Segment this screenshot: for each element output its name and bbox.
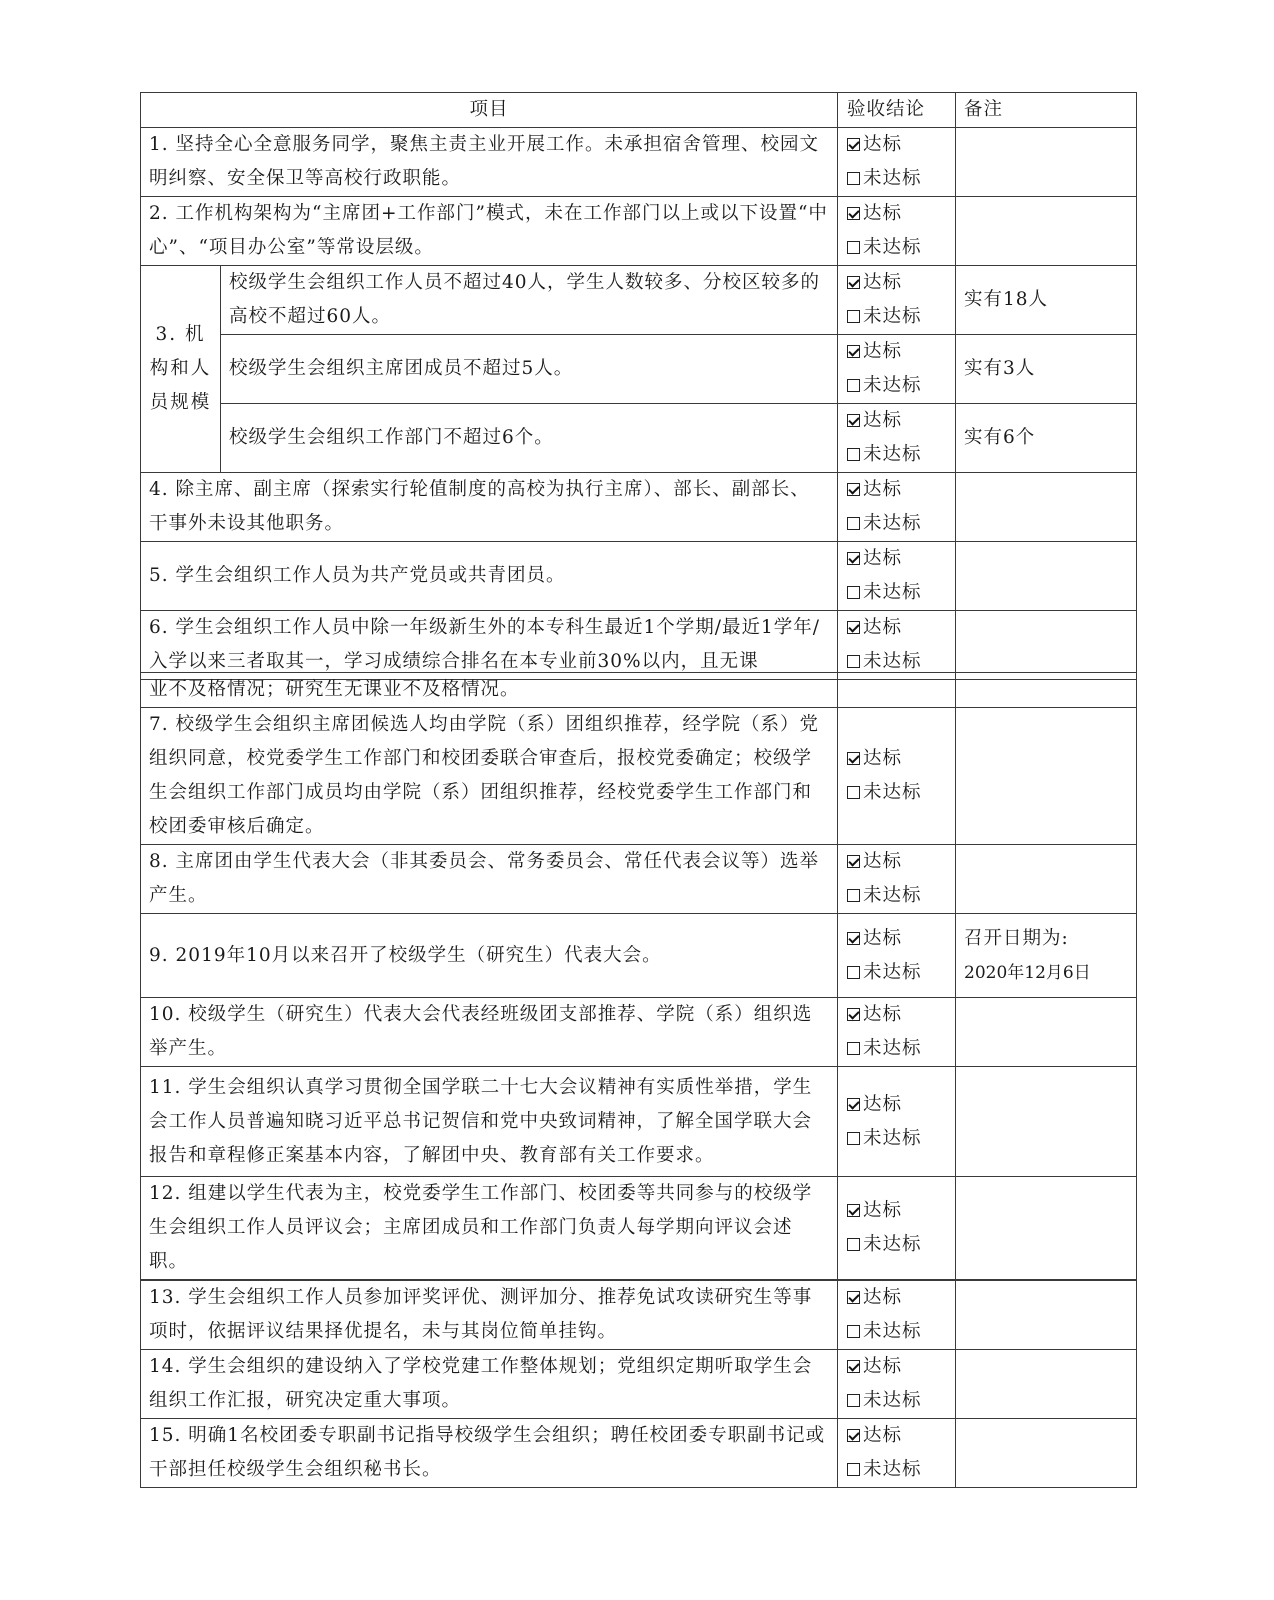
- table-row: [141, 542, 1137, 611]
- row-13-text: 13. 学生会组织工作人员参加评奖评优、测评加分、推荐免试攻读研究生等事项时，依据评议结果择优提名，未与其岗位简单挂钩。: [141, 1281, 838, 1350]
- pass-option[interactable]: [847, 128, 951, 162]
- row-3b-remark: 实有3人: [956, 335, 1137, 404]
- empty-box-icon[interactable]: [847, 1042, 860, 1055]
- empty-box-icon[interactable]: [847, 889, 860, 902]
- row-9-status: [838, 914, 956, 998]
- row-2-status: [838, 197, 956, 266]
- checked-box-icon[interactable]: [847, 752, 860, 765]
- fail-label: 未达标: [863, 782, 922, 803]
- table-row: [141, 1419, 1137, 1488]
- fail-label: 未达标: [863, 651, 922, 672]
- pass-label: 达标: [863, 548, 903, 569]
- pass-label: 达标: [863, 851, 903, 872]
- table-row: [141, 404, 1137, 473]
- fail-label: 未达标: [863, 1234, 922, 1255]
- checked-box-icon[interactable]: [847, 138, 860, 151]
- pass-label: 达标: [863, 1356, 903, 1377]
- table-row: [141, 998, 1137, 1067]
- pass-option[interactable]: [847, 335, 951, 369]
- row-11-remark: [956, 1067, 1137, 1177]
- row-7-remark: [956, 708, 1137, 845]
- row-6-status: [838, 611, 956, 680]
- empty-box-icon[interactable]: [847, 586, 860, 599]
- row-4-remark: [956, 473, 1137, 542]
- checked-box-icon[interactable]: [847, 932, 860, 945]
- table-header-row: [141, 93, 1137, 128]
- pass-label: 达标: [863, 134, 903, 155]
- empty-box-icon[interactable]: [847, 1463, 860, 1476]
- pass-label: 达标: [863, 1200, 903, 1221]
- checked-box-icon[interactable]: [847, 1098, 860, 1111]
- fail-label: 未达标: [863, 885, 922, 906]
- row-3b-text: 校级学生会组织主席团成员不超过5人。: [221, 335, 838, 404]
- row-7-text: 7. 校级学生会组织主席团候选人均由学院（系）团组织推荐，经学院（系）党组织同意，校党委学生工作部门和校团委联合审查后，报校党委确定；校级学生会组织工作部门成员均由学院（系）团组织推荐，经校党委学生工作部门和校团委审核后确定。: [141, 708, 838, 845]
- pass-option[interactable]: [847, 1350, 951, 1384]
- pass-option[interactable]: [847, 473, 951, 507]
- row-6-remark: [956, 611, 1137, 680]
- row-15-status: [838, 1419, 956, 1488]
- fail-label: 未达标: [863, 1459, 922, 1480]
- table-row: [141, 673, 1137, 708]
- fail-option[interactable]: [847, 231, 951, 265]
- table-row: [141, 335, 1137, 404]
- fail-option[interactable]: [847, 1315, 951, 1349]
- pass-label: 达标: [863, 927, 903, 949]
- checked-box-icon[interactable]: [847, 414, 860, 427]
- fail-label: 未达标: [863, 1127, 922, 1149]
- pass-label: 达标: [863, 1425, 903, 1446]
- row-3a-remark: 实有18人: [956, 266, 1137, 335]
- row-13-status: [838, 1281, 956, 1350]
- acceptance-table-part-1: [140, 92, 1137, 680]
- pass-label: 达标: [863, 341, 903, 362]
- checked-box-icon[interactable]: [847, 207, 860, 220]
- table-row: [141, 708, 1137, 845]
- row-11-text: 11. 学生会组织认真学习贯彻全国学联二十七大会议精神有实质性举措，学生会工作人员普遍知晓习近平总书记贺信和党中央致词精神，了解全国学联大会报告和章程修正案基本内容，了解团中央、教育部有关工作要求。: [141, 1067, 838, 1177]
- row-2-text: 2. 工作机构架构为“主席团+工作部门”模式，未在工作部门以上或以下设置“中心”、“项目办公室”等常设层级。: [141, 197, 838, 266]
- table-row: [141, 611, 1137, 680]
- fail-option[interactable]: [847, 162, 951, 196]
- pass-option[interactable]: [847, 1419, 951, 1453]
- header-item: 项目: [141, 93, 838, 128]
- row-3-label: 3. 机构和人员规模: [141, 266, 221, 473]
- table-row: [141, 266, 1137, 335]
- fail-option[interactable]: [847, 576, 951, 610]
- row-3c-remark: 实有6个: [956, 404, 1137, 473]
- fail-option[interactable]: [847, 1228, 951, 1262]
- row-7-status: [838, 708, 956, 845]
- row-1-status: [838, 128, 956, 197]
- row-3a-status: [838, 266, 956, 335]
- fail-option[interactable]: [847, 1384, 951, 1418]
- fail-label: 未达标: [863, 513, 922, 534]
- pass-option[interactable]: [847, 998, 951, 1032]
- pass-option[interactable]: [847, 922, 951, 956]
- row-6-continued-text: 业不及格情况；研究生无课业不及格情况。: [141, 673, 838, 708]
- empty-box-icon[interactable]: [847, 966, 860, 979]
- fail-option[interactable]: [847, 369, 951, 403]
- checked-box-icon[interactable]: [847, 621, 860, 634]
- row-9-remark: [956, 914, 1137, 998]
- table-row: [141, 1281, 1137, 1350]
- header-conclusion: 验收结论: [838, 93, 956, 128]
- pass-option[interactable]: [847, 845, 951, 879]
- pass-option[interactable]: [847, 611, 951, 645]
- row-8-text: 8. 主席团由学生代表大会（非其委员会、常务委员会、常任代表会议等）选举产生。: [141, 845, 838, 914]
- row-15-remark: [956, 1419, 1137, 1488]
- checked-box-icon[interactable]: [847, 552, 860, 565]
- fail-option[interactable]: [847, 1453, 951, 1487]
- table-row: [141, 128, 1137, 197]
- empty-box-icon[interactable]: [847, 1394, 860, 1407]
- fail-label: 未达标: [863, 1321, 922, 1342]
- pass-option[interactable]: [847, 1281, 951, 1315]
- pass-option[interactable]: [847, 266, 951, 300]
- fail-option[interactable]: [847, 507, 951, 541]
- row-5-status: [838, 542, 956, 611]
- fail-label: 未达标: [863, 961, 922, 983]
- fail-label: 未达标: [863, 444, 922, 465]
- fail-label: 未达标: [863, 1038, 922, 1059]
- pass-label: 达标: [863, 1287, 903, 1308]
- fail-label: 未达标: [863, 237, 922, 258]
- fail-option[interactable]: [847, 879, 951, 913]
- row-14-remark: [956, 1350, 1137, 1419]
- fail-option[interactable]: [847, 1032, 951, 1066]
- checked-box-icon[interactable]: [847, 1360, 860, 1373]
- pass-label: 达标: [863, 748, 903, 769]
- row-14-status: [838, 1350, 956, 1419]
- row-3b-status: [838, 335, 956, 404]
- checked-box-icon[interactable]: [847, 1429, 860, 1442]
- row-4-text: 4. 除主席、副主席（探索实行轮值制度的高校为执行主席）、部长、副部长、干事外未设其他职务。: [141, 473, 838, 542]
- row-5-remark: [956, 542, 1137, 611]
- table-row: [141, 197, 1137, 266]
- checked-box-icon[interactable]: [847, 276, 860, 289]
- fail-option[interactable]: [847, 776, 951, 810]
- row-3c-status: [838, 404, 956, 473]
- row-5-text: 5. 学生会组织工作人员为共产党员或共青团员。: [141, 542, 838, 611]
- table-row: [141, 473, 1137, 542]
- row-12-status: [838, 1177, 956, 1280]
- row-13-remark: [956, 1281, 1137, 1350]
- row-15-text: 15. 明确1名校团委专职副书记指导校级学生会组织；聘任校团委专职副书记或干部担任校级学生会组织秘书长。: [141, 1419, 838, 1488]
- pass-option[interactable]: [847, 197, 951, 231]
- row-2-remark: [956, 197, 1137, 266]
- row-14-text: 14. 学生会组织的建设纳入了学校党建工作整体规划；党组织定期听取学生会组织工作汇报，研究决定重大事项。: [141, 1350, 838, 1419]
- fail-option[interactable]: [847, 956, 951, 990]
- acceptance-table-part-2: [140, 672, 1137, 1280]
- pass-option[interactable]: [847, 1194, 951, 1228]
- empty-box-icon[interactable]: [847, 448, 860, 461]
- empty-box-icon[interactable]: [847, 1132, 860, 1145]
- pass-option[interactable]: [847, 404, 951, 438]
- row-12-text: 12. 组建以学生代表为主，校党委学生工作部门、校团委等共同参与的校级学生会组织工作人员评议会；主席团成员和工作部门负责人每学期向评议会述职。: [141, 1177, 838, 1280]
- row-6-text: 6. 学生会组织工作人员中除一年级新生外的本专科生最近1个学期/最近1学年/入学以来三者取其一，学习成绩综合排名在本专业前30%以内，且无课: [141, 611, 838, 680]
- fail-label: 未达标: [863, 306, 922, 327]
- checked-box-icon[interactable]: [847, 345, 860, 358]
- fail-option[interactable]: [847, 1122, 951, 1156]
- pass-option[interactable]: [847, 742, 951, 776]
- header-remark: 备注: [956, 93, 1137, 128]
- checked-box-icon[interactable]: [847, 1008, 860, 1021]
- empty-box-icon[interactable]: [847, 310, 860, 323]
- row-3a-text: 校级学生会组织工作人员不超过40人，学生人数较多、分校区较多的高校不超过60人。: [221, 266, 838, 335]
- pass-label: 达标: [863, 272, 903, 293]
- empty-box-icon[interactable]: [847, 786, 860, 799]
- empty-box-icon[interactable]: [847, 517, 860, 530]
- acceptance-table-part-3: [140, 1280, 1137, 1488]
- row-6-continued-status: [838, 673, 956, 708]
- pass-label: 达标: [863, 617, 903, 638]
- checked-box-icon[interactable]: [847, 1204, 860, 1217]
- meeting-date-label: 召开日期为:: [964, 927, 1069, 949]
- table-row: [141, 1067, 1137, 1177]
- row-1-remark: [956, 128, 1137, 197]
- row-6-continued-remark: [956, 673, 1137, 708]
- checked-box-icon[interactable]: [847, 1291, 860, 1304]
- checked-box-icon[interactable]: [847, 855, 860, 868]
- row-4-status: [838, 473, 956, 542]
- table-row: [141, 1177, 1137, 1280]
- pass-option[interactable]: [847, 542, 951, 576]
- pass-label: 达标: [863, 203, 903, 224]
- row-1-text: 1. 坚持全心全意服务同学，聚焦主责主业开展工作。未承担宿舍管理、校园文明纠察、安全保卫等高校行政职能。: [141, 128, 838, 197]
- fail-option[interactable]: [847, 300, 951, 334]
- pass-label: 达标: [863, 1093, 903, 1115]
- row-10-remark: [956, 998, 1137, 1067]
- row-12-remark: [956, 1177, 1137, 1280]
- empty-box-icon[interactable]: [847, 379, 860, 392]
- checked-box-icon[interactable]: [847, 483, 860, 496]
- row-8-status: [838, 845, 956, 914]
- row-11-status: [838, 1067, 956, 1177]
- table-row: [141, 914, 1137, 998]
- pass-label: 达标: [863, 410, 903, 431]
- fail-label: 未达标: [863, 1390, 922, 1411]
- meeting-date-value: 2020年12月6日: [964, 962, 1091, 983]
- row-8-remark: [956, 845, 1137, 914]
- fail-label: 未达标: [863, 582, 922, 603]
- pass-label: 达标: [863, 1004, 903, 1025]
- row-10-text: 10. 校级学生（研究生）代表大会代表经班级团支部推荐、学院（系）组织选举产生。: [141, 998, 838, 1067]
- fail-label: 未达标: [863, 168, 922, 189]
- fail-label: 未达标: [863, 375, 922, 396]
- table-row: [141, 845, 1137, 914]
- empty-box-icon[interactable]: [847, 655, 860, 668]
- row-3c-text: 校级学生会组织工作部门不超过6个。: [221, 404, 838, 473]
- empty-box-icon[interactable]: [847, 241, 860, 254]
- table-row: [141, 1350, 1137, 1419]
- pass-label: 达标: [863, 479, 903, 500]
- empty-box-icon[interactable]: [847, 172, 860, 185]
- row-10-status: [838, 998, 956, 1067]
- pass-option[interactable]: [847, 1088, 951, 1122]
- row-9-text: 9. 2019年10月以来召开了校级学生（研究生）代表大会。: [141, 914, 838, 998]
- empty-box-icon[interactable]: [847, 1325, 860, 1338]
- fail-option[interactable]: [847, 438, 951, 472]
- empty-box-icon[interactable]: [847, 1238, 860, 1251]
